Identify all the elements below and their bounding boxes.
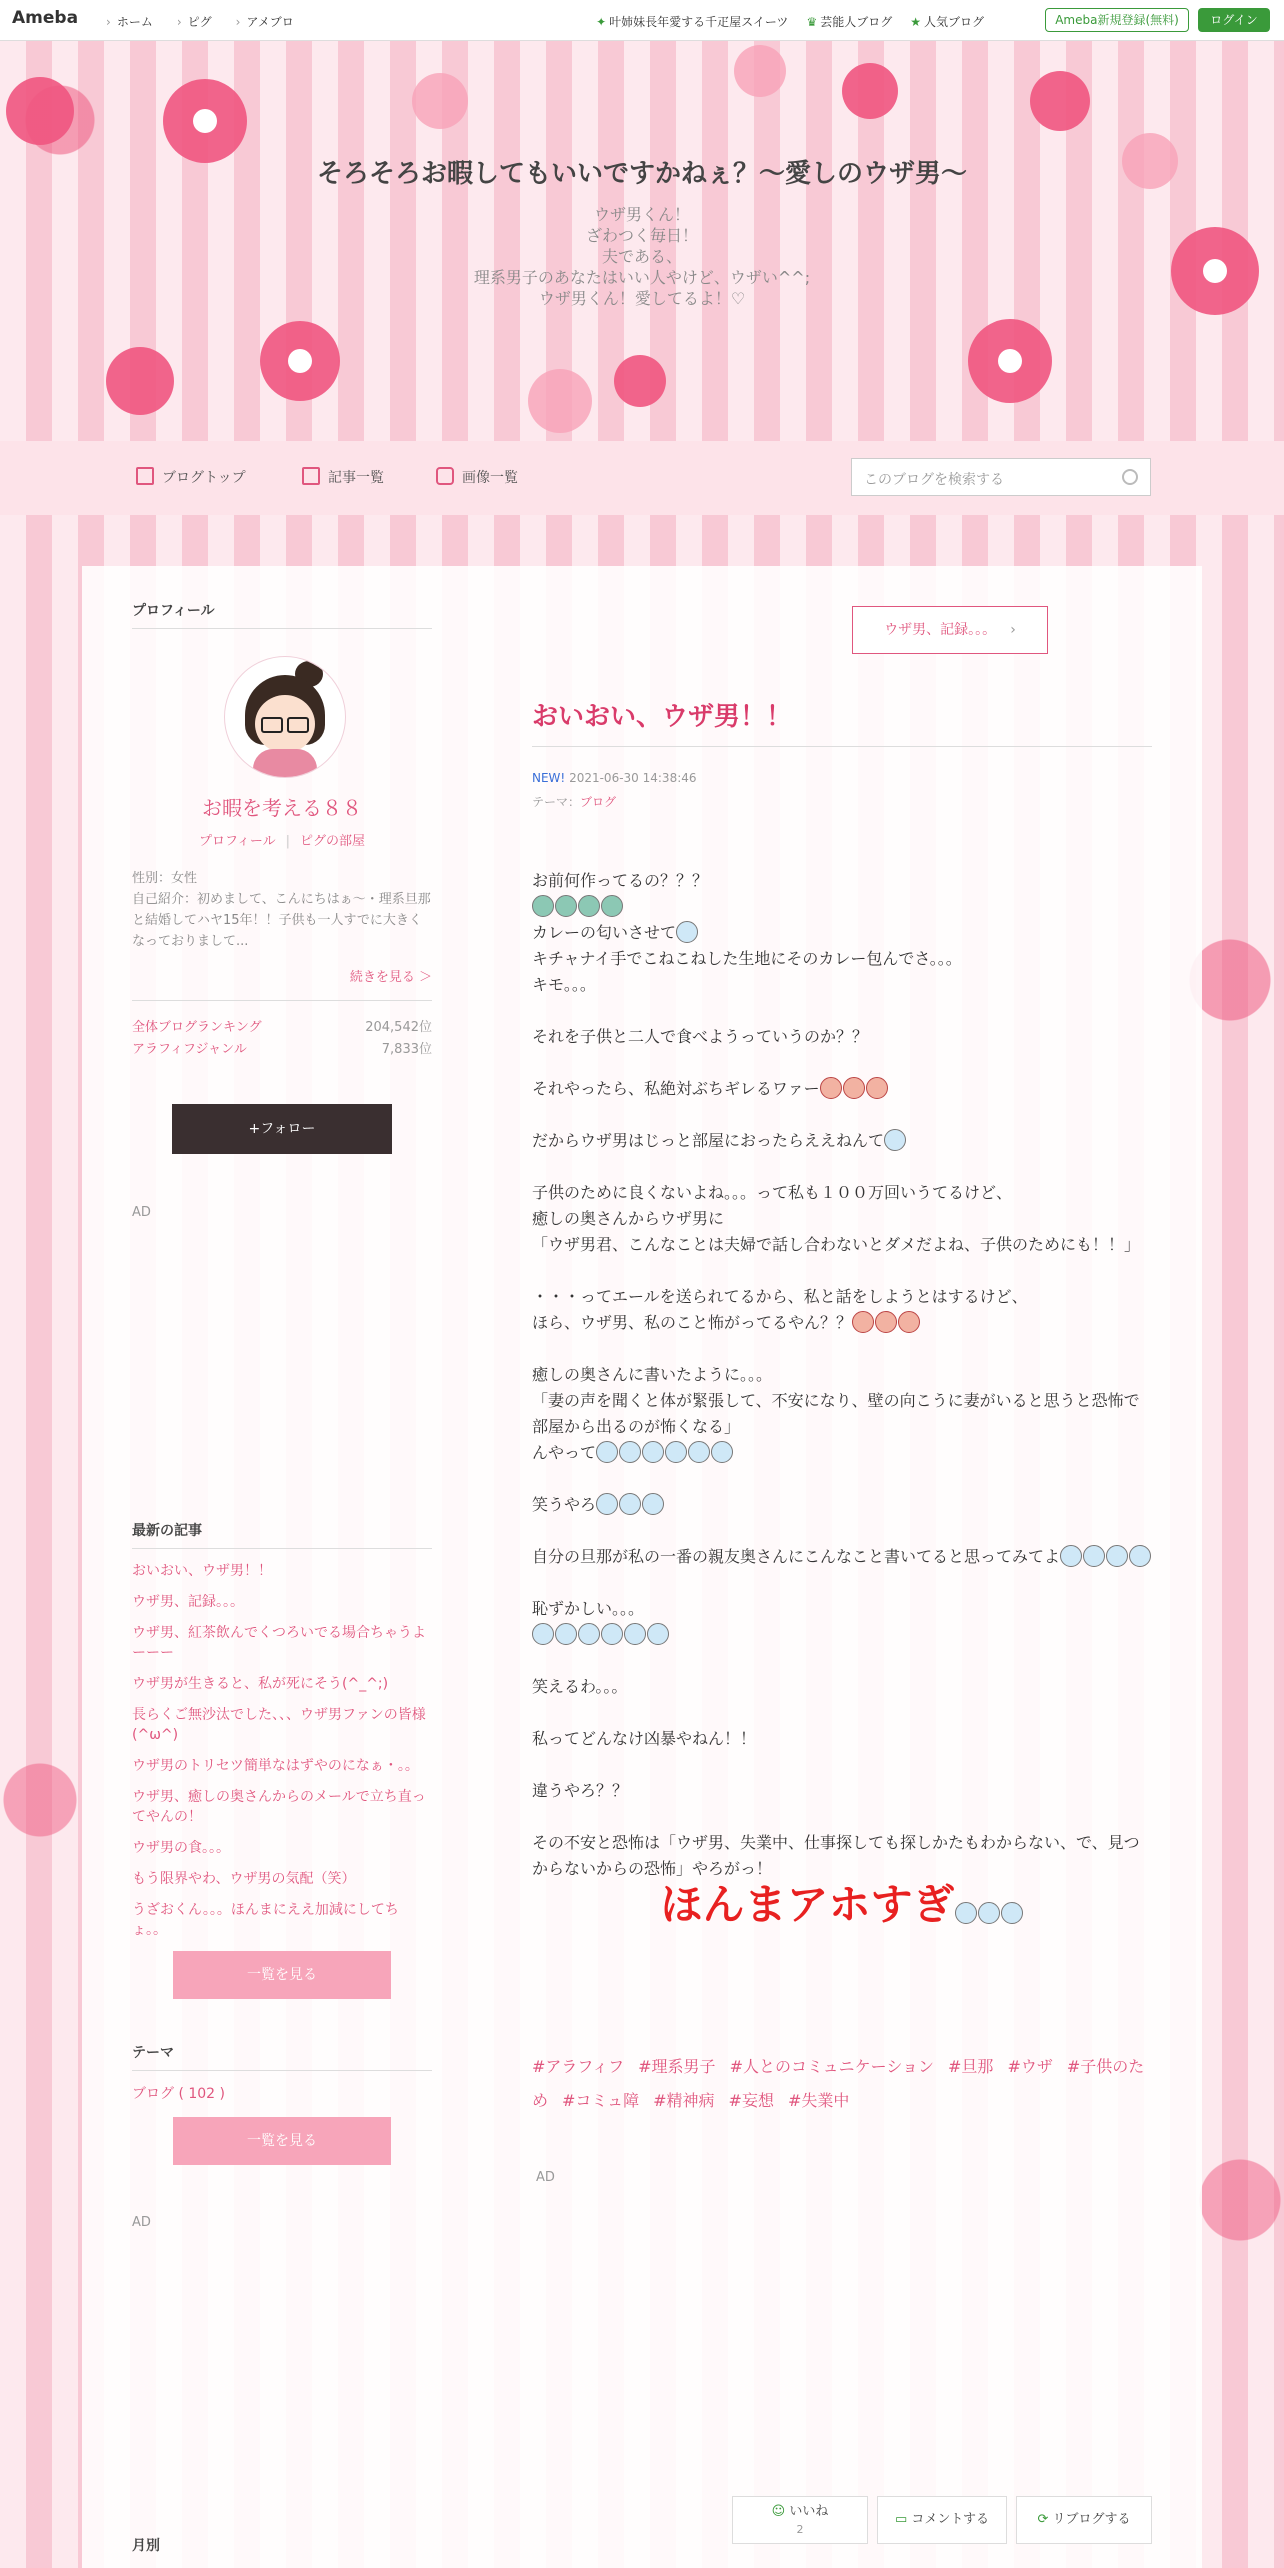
follow-button[interactable]: +フォロー <box>172 1104 392 1154</box>
emphasis-text: ほんまアホすぎ <box>532 1892 1152 1924</box>
ad-label: AD <box>536 2170 555 2185</box>
monthly-heading: 月別 <box>132 2538 160 2554</box>
blog-nav <box>0 441 1284 515</box>
recent-list-more-button[interactable]: 一覧を見る <box>173 1951 391 1999</box>
nav-entry-list[interactable]: 記事一覧 <box>302 467 384 487</box>
nav-image-list[interactable]: 画像一覧 <box>436 467 518 487</box>
hashtag[interactable]: #ウザ <box>1007 2057 1053 2076</box>
blog-description: ウザ男くん！ ざわつく毎日！ 夫である、 理系男子のあなたはいい人やけど、ウザい^^; ウザ男くん！愛してるよ！♡ <box>473 205 811 308</box>
hashtag[interactable]: #旦那 <box>948 2057 994 2076</box>
nav-ameblo[interactable]: › アメブロ <box>236 13 294 30</box>
ad-label: AD <box>132 2215 151 2230</box>
recent-entries <box>132 1520 432 1999</box>
post-meta <box>532 766 697 814</box>
profile-info <box>132 868 432 952</box>
recent-entry[interactable]: ウザ男の食。。。 <box>132 1840 230 1856</box>
new-badge: NEW! <box>532 771 566 785</box>
recent-entry[interactable]: 長らくご無沙汰でした、、、ウザ男ファンの皆様(^ω^) <box>132 1707 426 1743</box>
comment-icon: ▭ <box>894 2512 908 2527</box>
camera-icon <box>436 467 454 485</box>
nav-blog-top[interactable]: ブログトップ <box>136 467 246 487</box>
post-title[interactable]: おいおい、ウザ男！！ <box>532 702 793 732</box>
promo-sweets-link[interactable]: ✦ 叶姉妹長年愛する千疋屋スイーツ <box>596 15 789 29</box>
profile-name[interactable]: お暇を考える８８ <box>202 796 362 820</box>
blog-search-input[interactable]: このブログを検索する <box>851 458 1151 496</box>
ranking-label[interactable]: 全体ブログランキング <box>132 1020 262 1035</box>
ranking-value: 204,542位 <box>365 1020 432 1035</box>
star-icon: ★ <box>910 15 921 29</box>
profile-intro: 自己紹介：初めまして、こんにちはぁ〜・理系旦那と結婚してハヤ15年！！子供も一人すでに大きくなっておりまして... <box>132 892 431 949</box>
recent-entry[interactable]: うざおくん。。。ほんまにええ加減にしてちょ。。 <box>132 1902 399 1938</box>
post-theme-link[interactable]: ブログ <box>580 795 617 809</box>
read-more-link[interactable]: 続きを見る ＞ <box>349 970 432 985</box>
ad-label: AD <box>132 1205 151 1220</box>
hashtags <box>532 2050 1152 2118</box>
recent-entry[interactable]: ウザ男、記録。。。 <box>132 1594 244 1610</box>
profile-links: プロフィール | ピグの部屋 <box>198 834 366 849</box>
crown-icon: ♛ <box>806 15 818 29</box>
comment-button[interactable]: ▭ コメントする <box>877 2496 1007 2544</box>
theme-section <box>132 2042 432 2230</box>
sidebar <box>132 600 432 2230</box>
ranking-label[interactable]: アラフィフジャンル <box>132 1042 247 1057</box>
like-button[interactable]: ☺ いいね 2 <box>732 2496 868 2544</box>
theme-heading: テーマ <box>132 2042 432 2071</box>
hashtag[interactable]: #妄想 <box>728 2091 774 2110</box>
emoji-row <box>532 894 1152 920</box>
blog-header <box>0 41 1284 441</box>
hashtag[interactable]: #人とのコミュニケーション <box>729 2057 935 2076</box>
pigg-room-link[interactable]: ピグの部屋 <box>300 834 366 849</box>
login-button[interactable]: ログイン <box>1198 8 1270 32</box>
top-bar <box>0 0 1284 41</box>
blog-title[interactable]: そろそろお暇してもいいですかねぇ？〜愛しのウザ男〜 <box>316 159 967 189</box>
theme-list-more-button[interactable]: 一覧を見る <box>173 2117 391 2165</box>
avatar[interactable] <box>224 656 346 778</box>
smile-icon: ☺ <box>771 2504 786 2519</box>
register-button[interactable]: Ameba新規登録(無料) <box>1045 8 1189 32</box>
hashtag[interactable]: #子供のため <box>532 2057 1145 2110</box>
nav-home[interactable]: › ホーム <box>106 13 153 30</box>
post-datetime: 2021-06-30 14:38:46 <box>569 771 697 785</box>
prev-entry-button[interactable]: ウザ男、記録。。。 › <box>852 606 1048 654</box>
nav-pigg[interactable]: › ピグ <box>177 13 212 30</box>
title-divider <box>532 746 1152 747</box>
popular-blog-link[interactable]: ★ 人気ブログ <box>910 15 984 29</box>
profile-heading: プロフィール <box>132 600 432 629</box>
document-icon <box>136 467 154 485</box>
theme-item[interactable]: ブログ ( 102 ) <box>132 2086 225 2102</box>
hashtag[interactable]: #コミュ障 <box>562 2091 640 2110</box>
reblog-icon: ⟳ <box>1037 2512 1049 2527</box>
copy-icon <box>302 467 320 485</box>
chevron-right-icon: › <box>1010 622 1016 638</box>
hashtag[interactable]: #理系男子 <box>638 2057 716 2076</box>
global-nav <box>106 13 294 30</box>
recent-entry[interactable]: おいおい、ウザ男！！ <box>132 1563 272 1579</box>
theme-label: テーマ： <box>532 795 581 809</box>
recent-entry[interactable]: ウザ男、癒しの奥さんからのメールで立ち直ってやんの！ <box>132 1789 426 1825</box>
profile-link[interactable]: プロフィール <box>198 834 276 849</box>
profile-gender: 性別：女性 <box>132 871 198 886</box>
post-body: お前何作ってるの？？？ カレーの匂いさせて キチャナイ手でこねこねした生地にそのカレー包んでさ。。。 キモ。。。 それを子供と二人で食べようっていうのか？？ それやったら、私絶対ぶちギレるワァー だからウザ男はじっと部屋におったらええねんて 子供のために良くないよね。。。って私も１００万回いうてるけど、 癒しの奥さんからウザ男に 「ウザ男君、こんなことは夫婦で話し合わないとダメだよね、子供のためにも！！」 ・・・ってエールを送られてるから、私と話をしようとはするけど、 ほら、ウザ男、私のこと怖がってるやん？？ 癒しの奥さんに書いたように。。。 「妻の声を聞くと体が緊張して、不安になり、壁の向こうに妻がいると思うと恐怖で部屋から出るのが怖くなる」 んやって 笑うやろ 自分の旦那が私の一番の親友奥さんにこんなこと書いてると思ってみてよ 恥ずかしい。。。 笑えるわ。。。 私ってどんなけ凶暴やねん！！ 違うやろ？？ その不安と恐怖は「ウザ男、失業中、仕事探しても探しかたもわからない、で、見つからないからの恐怖」やろがっ！ ほんまアホすぎ <box>532 868 1152 1934</box>
celebrity-blog-link[interactable]: ♛ 芸能人ブログ <box>806 15 893 29</box>
ranking-value: 7,833位 <box>381 1042 432 1057</box>
ranking <box>132 1000 432 1061</box>
search-icon[interactable] <box>1122 469 1138 485</box>
hashtag[interactable]: #アラフィフ <box>532 2057 625 2076</box>
promo-nav <box>596 13 984 30</box>
recent-entry[interactable]: ウザ男のトリセツ簡単なはずやのになぁ・。。 <box>132 1758 419 1774</box>
reblog-button[interactable]: ⟳ リブログする <box>1016 2496 1152 2544</box>
like-count: 2 <box>796 2523 804 2536</box>
recent-entry[interactable]: もう限界やわ、ウザ男の気配（笑） <box>132 1871 356 1887</box>
sparkle-icon: ✦ <box>596 15 607 29</box>
recent-entry[interactable]: ウザ男、紅茶飲んでくつろいでる場合ちゃうよーーー <box>132 1625 426 1661</box>
hashtag[interactable]: #失業中 <box>787 2091 850 2110</box>
ameba-logo[interactable]: Ameba <box>12 8 79 28</box>
recent-entry[interactable]: ウザ男が生きると、私が死にそう(^_^;) <box>132 1676 389 1692</box>
hashtag[interactable]: #精神病 <box>653 2091 715 2110</box>
recent-heading: 最新の記事 <box>132 1520 432 1549</box>
